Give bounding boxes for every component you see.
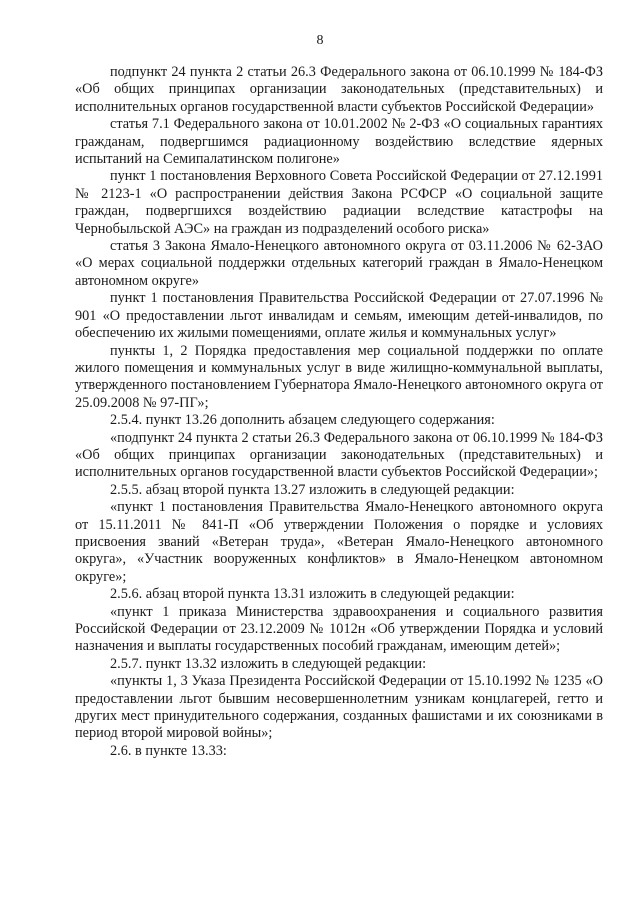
paragraph: «пункты 1, 3 Указа Президента Российской Федерации от 15.10.1992 № 1235 «О предоставлении льгот бывшим несовершеннолетним узникам концлагерей, гетто и других мест принудительного содержания, созданных фашистами и их союзниками в период второй мировой войны»; [75,673,603,742]
paragraph: пункт 1 постановления Верховного Совета Российской Федерации от 27.12.1991 № 2123-1 «О распространении действия Закона РСФСР «О социальной защите граждан, подвергшихся воздействию радиации вследствие катастрофы на Чернобыльской АЭС» на граждан из подразделений особого риска» [75,168,603,237]
paragraph: пункт 1 постановления Правительства Российской Федерации от 27.07.1996 № 901 «О предоставлении льгот инвалидам и семьям, имеющим детей-инвалидов, по обеспечению их жилыми помещениями, оплате жилья и коммунальных услуг» [75,290,603,342]
paragraph: статья 3 Закона Ямало-Ненецкого автономного округа от 03.11.2006 № 62-ЗАО «О мерах социальной поддержки отдельных категорий граждан в Ямало-Ненецком автономном округе» [75,238,603,289]
paragraph: 2.5.6. абзац второй пункта 13.31 изложить в следующей редакции: [110,586,515,603]
paragraph: «подпункт 24 пункта 2 статьи 26.3 Федерального закона от 06.10.1999 № 184-ФЗ «Об общих принципах организации законодательных (представительных) и исполнительных органов государственной власти субъектов Российской Федерации»; [75,429,603,481]
paragraph: подпункт 24 пункта 2 статьи 26.3 Федерального закона от 06.10.1999 № 184-ФЗ «Об общих принципах организации законодательных (представительных) и исполнительных органов государственной власти субъектов Российской Федерации» [75,64,603,115]
paragraph: 2.5.4. пункт 13.26 дополнить абзацем следующего содержания: [110,412,495,429]
paragraph: «пункт 1 постановления Правительства Ямало-Ненецкого автономного округа от 15.11.2011 № 841-П «Об утверждении Положения о порядке и условиях присвоения званий «Ветеран труда», «Ветеран Ямало-Ненецкого автономного округа», «Участник вооруженных конфликтов» в Ямало-Ненецком автономном округе»; [75,499,603,585]
paragraph: 2.5.5. абзац второй пункта 13.27 изложить в следующей редакции: [110,481,515,498]
paragraph: пункты 1, 2 Порядка предоставления мер социальной поддержки по оплате жилого помещения и коммунальных услуг в виде жилищно-коммунальной выплаты, утвержденного постановлением Губернатора Ямало-Ненецкого автономного округа от 25.09.2008 № 97-ПГ»; [75,342,603,411]
paragraph: 2.5.7. пункт 13.32 изложить в следующей редакции: [110,655,427,672]
paragraph: 2.6. в пункте 13.33: [110,742,227,759]
paragraph: статья 7.1 Федерального закона от 10.01.2002 № 2-ФЗ «О социальных гарантиях гражданам, подвергшимся радиационному воздействию вследствие ядерных испытаний на Семипалатинском полигоне» [75,116,603,168]
document-body [75,64,603,760]
page-number: 8 [316,33,324,48]
paragraph: «пункт 1 приказа Министерства здравоохранения и социального развития Российской Федерации от 23.12.2009 № 1012н «Об утверждении Порядка и условий назначения и выплаты государственных пособий гражданам, имеющим детей»; [75,603,603,655]
